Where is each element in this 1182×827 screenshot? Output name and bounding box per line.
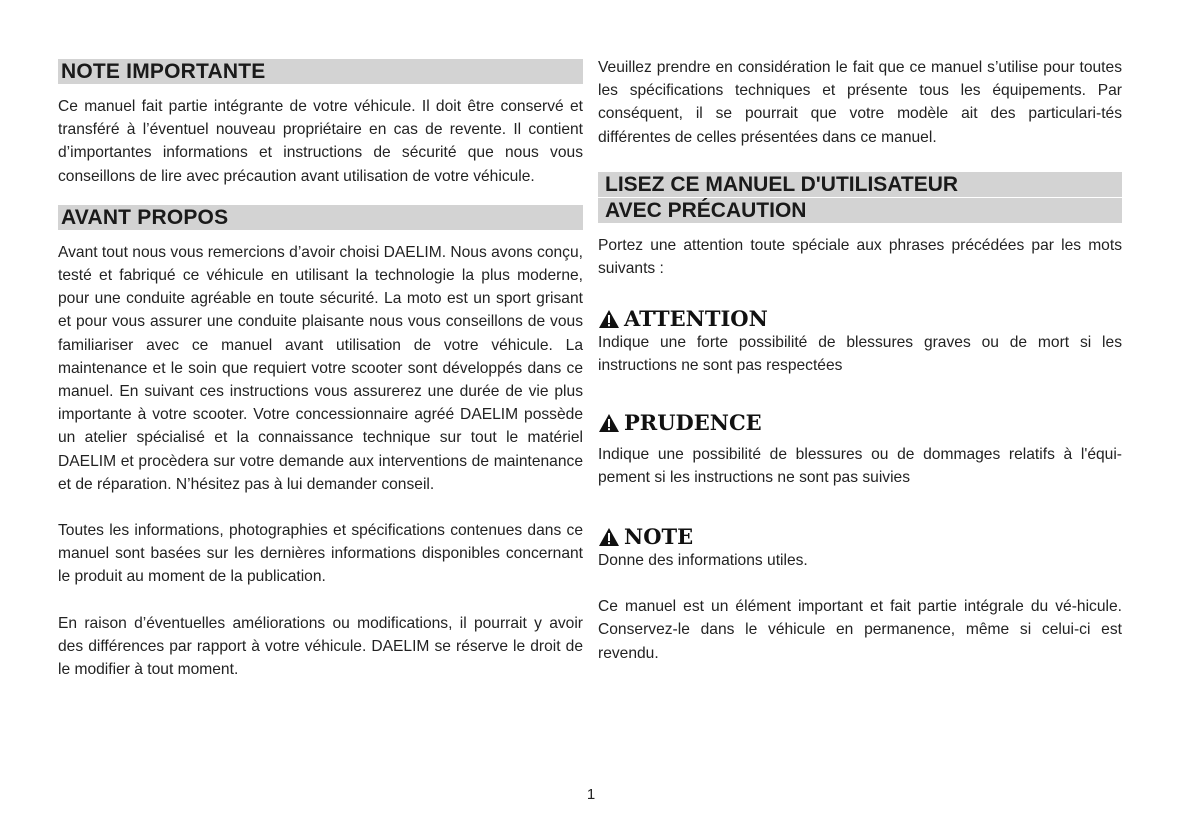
avant-propos-paragraph-2: Toutes les informations, photographies et spécifications contenues dans ce manuel sont basées sur les dernières informations disponibles concernant le produit au moment de la publication. xyxy=(58,522,583,586)
avant-propos-heading: AVANT PROPOS xyxy=(58,205,583,230)
prudence-label xyxy=(598,411,1122,435)
attention-text: Indique une forte possibilité de blessures graves ou de mort si les instructions ne sont pas respectées xyxy=(598,334,1122,375)
closing-paragraph: Ce manuel est un élément important et fait partie intégrale du vé-hicule. Conservez-le dans le véhicule en permanence, même si celui-ci est revendu. xyxy=(598,598,1122,662)
lisez-heading xyxy=(598,172,1122,223)
left-column xyxy=(58,56,583,681)
lisez-heading-line-1: LISEZ CE MANUEL D'UTILISATEUR xyxy=(598,172,1122,197)
warning-triangle-icon xyxy=(598,527,620,547)
note-importante-text: Ce manuel fait partie intégrante de votre véhicule. Il doit être conservé et transféré à l’éventuel nouveau propriétaire en cas de revente. Il contient d’importantes informations et instructions de sécurité que nous vous conseillons de lire avec précaution avant utilisation de votre véhicule. xyxy=(58,98,583,185)
prudence-text: Indique une possibilité de blessures ou de dommages relatifs à l'équi-pement si les instructions ne sont pas suivies xyxy=(598,445,1122,486)
warning-triangle-icon xyxy=(598,309,620,329)
intro-paragraph: Veuillez prendre en considération le fait que ce manuel s’utilise pour toutes les spécifications techniques et présente tous les équipements. Par conséquent, il se pourrait que votre modèle ait des particulari-tés différentes de celles présentées dans ce manuel. xyxy=(598,59,1122,146)
lisez-heading-line-2: AVEC PRÉCAUTION xyxy=(598,198,1122,223)
note-title: NOTE xyxy=(624,524,694,550)
note-text: Donne des informations utiles. xyxy=(598,552,808,570)
attention-title: ATTENTION xyxy=(624,306,768,332)
note-label xyxy=(598,525,1122,549)
page-number: 1 xyxy=(586,786,596,803)
right-column xyxy=(598,56,1122,665)
prudence-title: PRUDENCE xyxy=(624,409,762,435)
note-importante-heading: NOTE IMPORTANTE xyxy=(58,59,583,84)
warning-triangle-icon xyxy=(598,413,620,433)
attention-label xyxy=(598,307,1122,331)
lisez-paragraph: Portez une attention toute spéciale aux phrases précédées par les mots suivants : xyxy=(598,236,1122,278)
avant-propos-paragraph-1: Avant tout nous vous remercions d’avoir choisi DAELIM. Nous avons conçu, testé et fabriqué ce véhicule en utilisant la technologie la plus moderne, pour une conduite agréable en toute sécurité. La moto est un sport grisant et pour vous assurer une conduite plaisante nous vous conseillons de vous familiariser avec ce manuel avant utilisation de votre véhicule. La maintenance et le soin que requiert votre scooter sont développés dans ce manuel. En suivant ces instructions vous assurerez une durée de vie plus importante à votre scooter. Votre concessionnaire agréé DAELIM possède un atelier spécialisé et la connaissance technique sur tout le matériel DAELIM et procèdera sur votre demande aux interventions de maintenance et de réparation. N’hésitez pas à lui demander conseil. xyxy=(58,243,583,493)
avant-propos-paragraph-3: En raison d’éventuelles améliorations ou modifications, il pourrait y avoir des différences par rapport à votre véhicule. DAELIM se réserve le droit de le modifier à tout moment. xyxy=(58,614,583,679)
